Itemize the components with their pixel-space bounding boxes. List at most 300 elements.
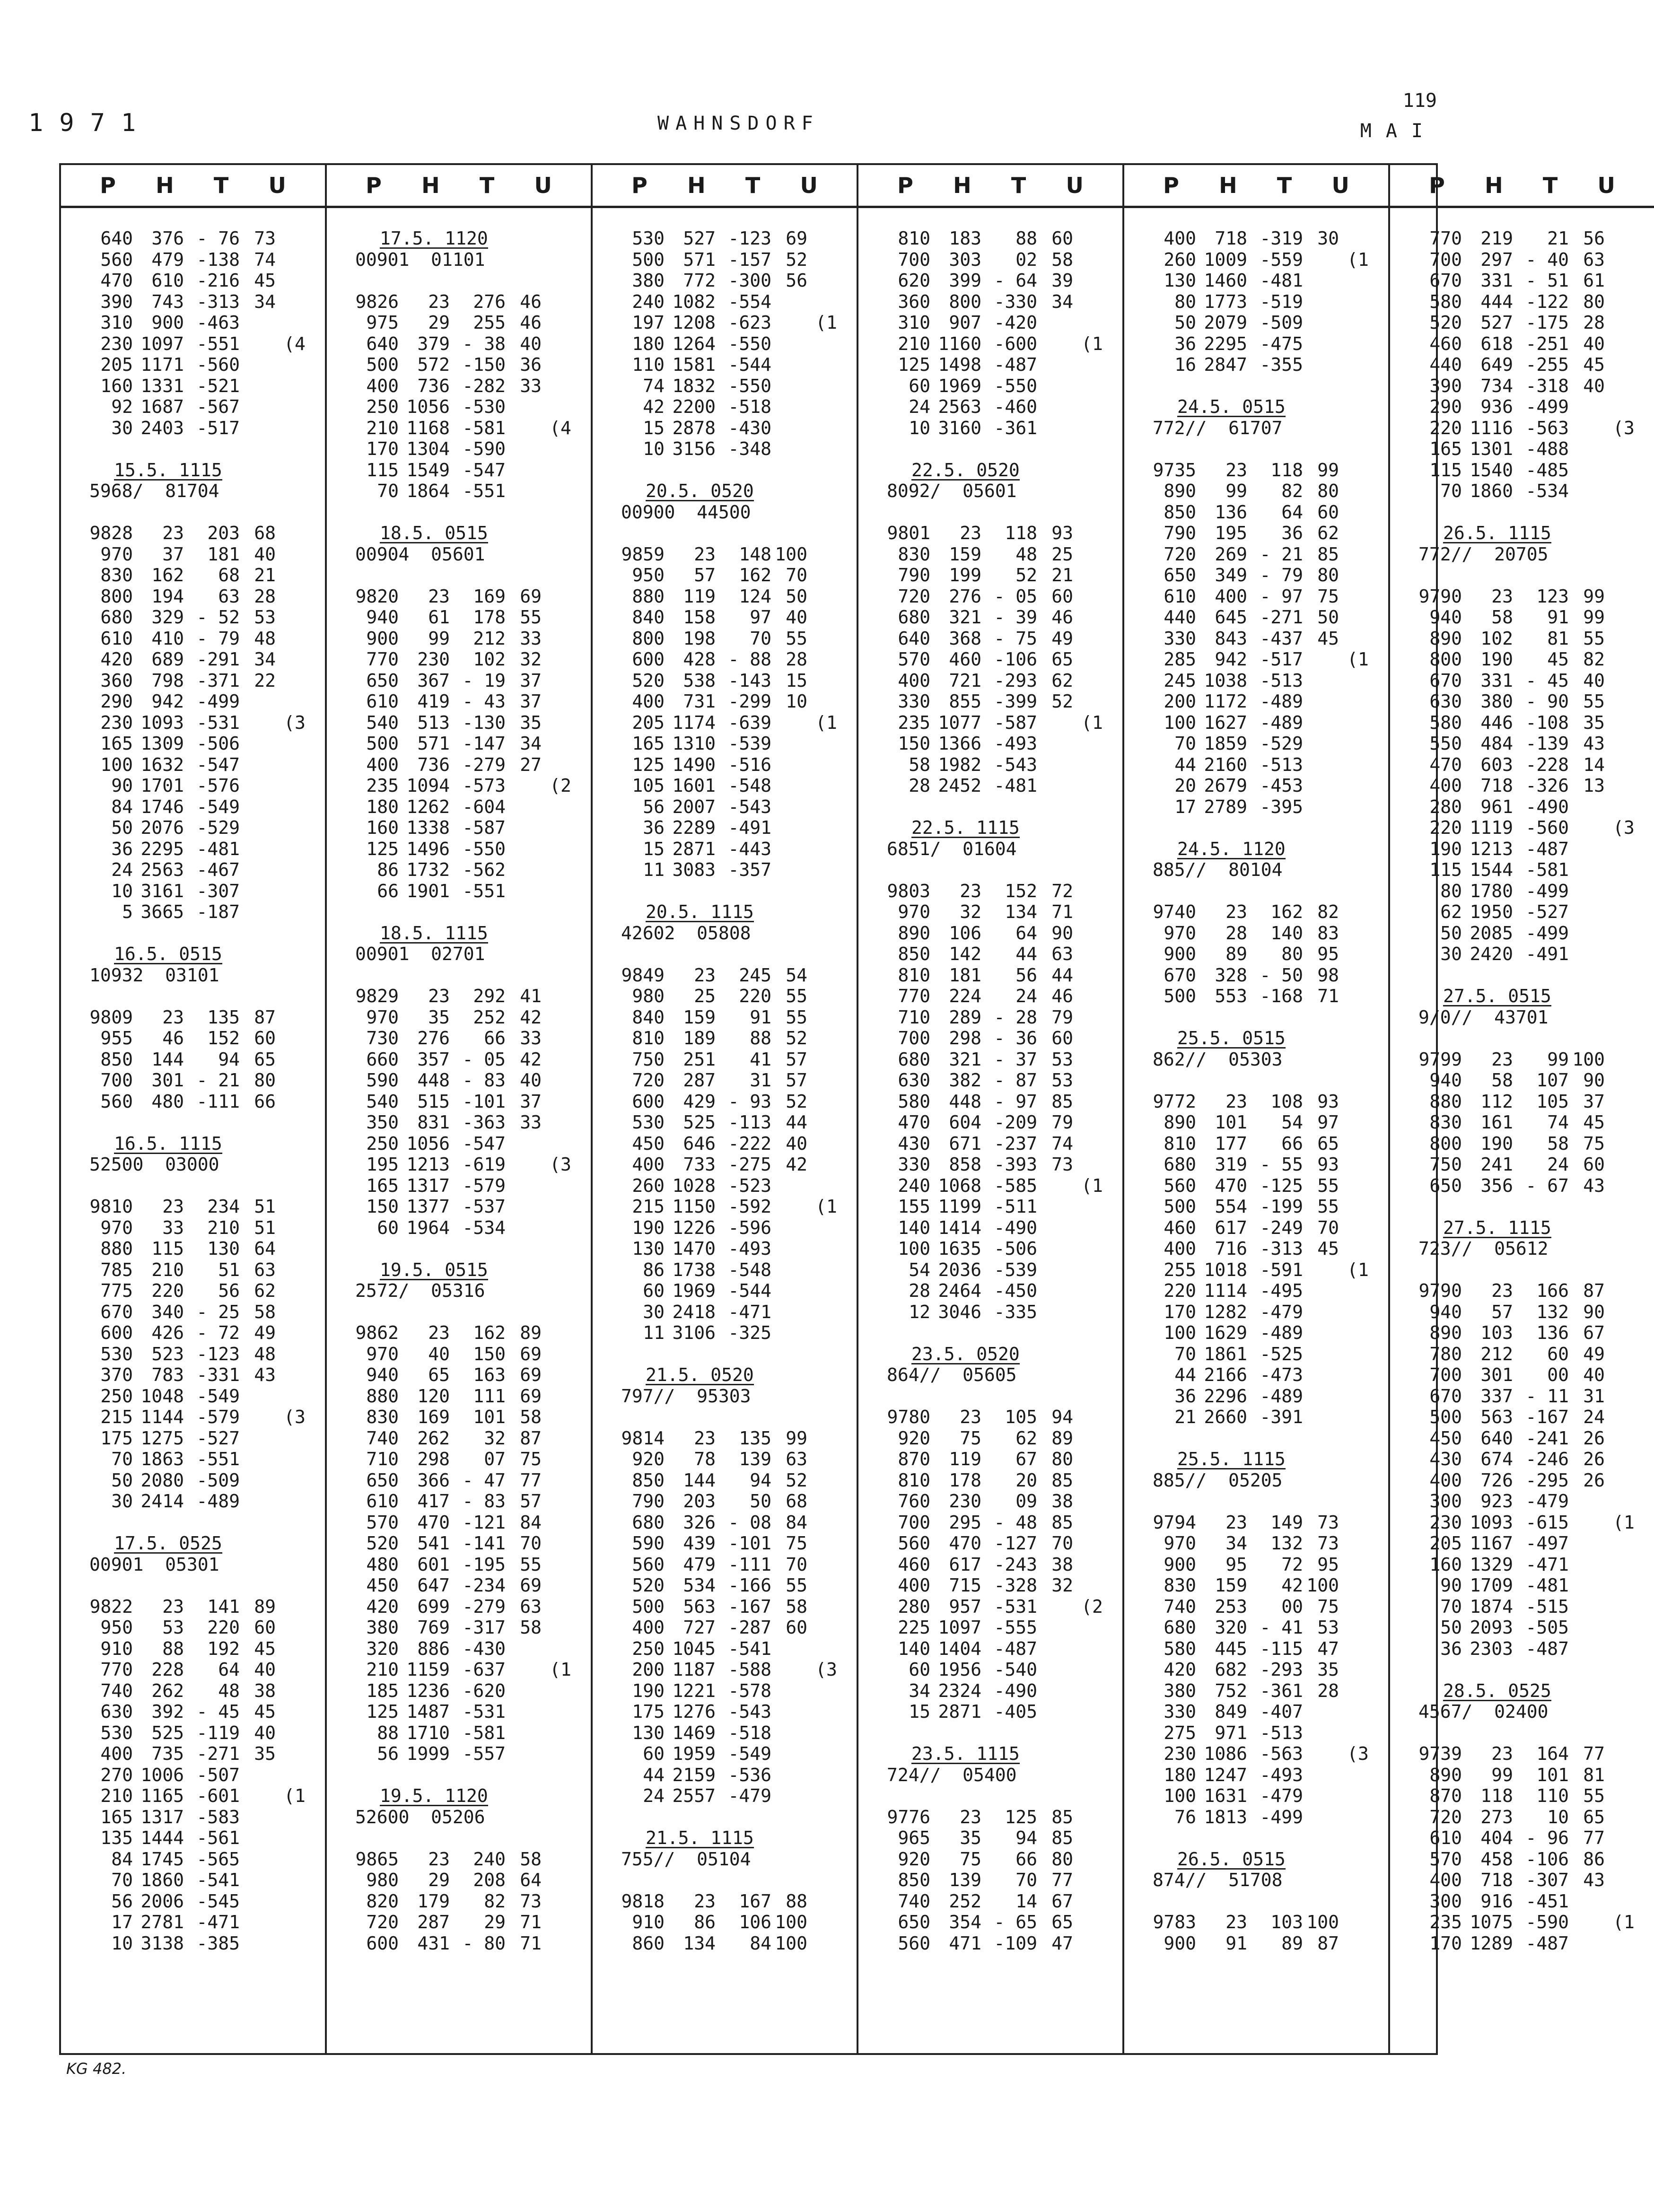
temperature-cell: -109 — [994, 1932, 1037, 1954]
temperature-cell: 31 — [750, 1070, 771, 1091]
table-row — [1149, 965, 1377, 986]
table-row — [86, 1891, 314, 1912]
table-row — [86, 249, 314, 271]
temperature-cell: -123 — [196, 1343, 240, 1364]
height-cell: 253 — [1215, 1596, 1247, 1617]
temperature-cell: - 40 — [1525, 249, 1569, 270]
height-cell: 23 — [1225, 459, 1247, 481]
pressure-cell: 610 — [100, 628, 133, 649]
table-row — [351, 1533, 579, 1554]
humidity-cell — [240, 733, 276, 754]
height-cell: 1018 — [1204, 1259, 1247, 1280]
temperature-cell: -167 — [1525, 1407, 1569, 1427]
table-row — [86, 270, 314, 291]
humidity-cell: 89 — [1051, 1427, 1073, 1449]
note-cell — [276, 881, 314, 902]
height-cell: 23 — [1491, 1280, 1513, 1301]
humidity-cell: 35 — [1317, 1659, 1339, 1680]
temperature-cell: -475 — [1260, 333, 1303, 354]
humidity-cell — [1037, 418, 1073, 439]
humidity-cell: 87 — [1583, 1280, 1605, 1301]
pressure-cell: 400 — [632, 1154, 665, 1175]
pressure-cell: 670 — [1429, 1385, 1462, 1407]
temperature-cell: -130 — [462, 712, 506, 733]
pressure-cell: 800 — [632, 628, 665, 649]
sounding-date-time — [1415, 523, 1643, 544]
note-cell — [276, 291, 314, 313]
temperature-cell: -157 — [728, 249, 771, 270]
temperature-cell: -216 — [196, 270, 240, 291]
temperature-cell: 163 — [473, 1364, 506, 1385]
sounding-code: 10932 03101 — [89, 964, 219, 986]
table-row — [617, 228, 845, 249]
column-header-label: P — [100, 173, 116, 198]
humidity-cell — [1569, 817, 1605, 839]
humidity-cell: 69 — [520, 1364, 542, 1385]
note-cell — [807, 1575, 845, 1596]
table-row — [617, 1638, 845, 1660]
table-row — [351, 1028, 579, 1049]
pressure-cell: 115 — [366, 459, 399, 481]
note-cell: (1 — [1613, 1912, 1635, 1932]
temperature-cell: -581 — [1525, 859, 1569, 880]
pressure-cell: 56 — [111, 1890, 133, 1912]
note-cell — [1073, 901, 1111, 923]
sounding-date-time — [617, 901, 845, 923]
humidity-cell: 60 — [1051, 1028, 1073, 1049]
humidity-cell — [771, 354, 807, 376]
height-cell: 328 — [1215, 964, 1247, 986]
pressure-cell: 810 — [898, 228, 930, 249]
temperature-cell: - 52 — [196, 607, 240, 628]
temperature-cell: -481 — [196, 838, 240, 859]
height-cell: 75 — [960, 1848, 981, 1870]
height-cell: 1264 — [672, 333, 716, 354]
temperature-cell: -620 — [462, 1680, 506, 1701]
note-cell — [807, 859, 845, 881]
height-cell: 159 — [1215, 1575, 1247, 1596]
pressure-cell: 58 — [909, 754, 930, 775]
table-row — [617, 1259, 845, 1281]
note-cell — [1073, 986, 1111, 1007]
temperature-cell: - 83 — [462, 1070, 506, 1091]
note-cell — [807, 1070, 845, 1091]
sounding-code: 885// 05205 — [1153, 1469, 1283, 1491]
table-row — [617, 796, 845, 818]
note-cell — [1073, 1912, 1111, 1933]
note-cell — [1339, 1217, 1377, 1239]
note-cell — [1605, 1386, 1643, 1407]
pressure-cell: 810 — [898, 964, 930, 986]
height-cell: 295 — [949, 1512, 981, 1533]
note-cell — [1605, 754, 1643, 776]
humidity-cell — [1037, 775, 1073, 796]
height-cell: 23 — [428, 1848, 450, 1870]
pressure-cell: 60 — [643, 1280, 665, 1301]
humidity-cell: 39 — [1051, 270, 1073, 291]
note-cell — [1073, 1259, 1111, 1281]
height-cell: 276 — [949, 586, 981, 607]
column-header — [1390, 165, 1654, 208]
humidity-cell: 63 — [1583, 249, 1605, 270]
pressure-cell: 580 — [1164, 1638, 1196, 1659]
note-cell — [1605, 1154, 1643, 1175]
pressure-cell: 870 — [898, 1449, 930, 1469]
height-cell: 1632 — [140, 754, 184, 775]
column-header-label: U — [1066, 173, 1084, 198]
pressure-cell: 710 — [898, 1006, 930, 1028]
temperature-cell: -579 — [462, 1175, 506, 1196]
height-cell: 2414 — [140, 1491, 184, 1512]
table-row — [351, 1912, 579, 1933]
note-cell — [1339, 291, 1377, 313]
note-cell — [1605, 354, 1643, 376]
humidity-cell: 51 — [254, 1217, 276, 1238]
table-row — [883, 228, 1111, 249]
note-cell — [542, 1364, 579, 1386]
temperature-cell: - 08 — [728, 1512, 771, 1533]
humidity-cell: 44 — [786, 1112, 807, 1133]
table-row — [1415, 1386, 1643, 1407]
note-cell — [276, 270, 314, 291]
height-cell: 29 — [428, 1870, 450, 1890]
height-cell: 444 — [1480, 291, 1513, 312]
temperature-cell: 210 — [207, 1217, 240, 1238]
temperature-cell: 94 — [1015, 1827, 1037, 1848]
table-row — [86, 312, 314, 333]
humidity-cell — [240, 333, 276, 355]
table-row — [1149, 986, 1377, 1007]
pressure-cell: 610 — [366, 691, 399, 712]
height-cell: 65 — [428, 1364, 450, 1385]
table-row — [1415, 1912, 1643, 1933]
sounding-date-time — [1149, 396, 1377, 418]
note-cell — [1339, 1175, 1377, 1197]
spacer — [883, 438, 1111, 460]
temperature-cell: -141 — [462, 1533, 506, 1554]
note-cell — [1339, 1407, 1377, 1428]
humidity-cell: 49 — [1051, 628, 1073, 649]
table-row — [351, 733, 579, 754]
note-cell — [1073, 312, 1111, 333]
temperature-cell: 62 — [1015, 1427, 1037, 1449]
height-cell: 287 — [417, 1912, 450, 1932]
pressure-cell: 775 — [100, 1280, 133, 1301]
humidity-cell — [1037, 1175, 1073, 1197]
pressure-cell: 600 — [100, 1322, 133, 1343]
note-cell — [276, 649, 314, 670]
note-cell — [276, 544, 314, 565]
table-row — [1149, 1175, 1377, 1197]
pressure-cell: 195 — [366, 1154, 399, 1175]
pressure-cell: 180 — [1164, 1764, 1196, 1785]
note-cell — [542, 1638, 579, 1660]
temperature-cell: -299 — [728, 691, 771, 712]
height-cell: 35 — [428, 1006, 450, 1028]
note-cell — [542, 817, 579, 839]
table-row — [1149, 1617, 1377, 1638]
humidity-cell: 40 — [786, 1133, 807, 1154]
note-cell — [276, 1280, 314, 1302]
table-row — [86, 354, 314, 376]
height-cell: 798 — [151, 670, 184, 691]
humidity-cell — [1303, 1785, 1339, 1807]
height-cell: 936 — [1480, 396, 1513, 417]
temperature-cell: 60 — [1547, 1343, 1569, 1364]
height-cell: 58 — [1491, 1070, 1513, 1091]
humidity-cell: 62 — [254, 1280, 276, 1301]
table-row — [351, 1217, 579, 1239]
note-cell — [1073, 418, 1111, 439]
humidity-cell — [506, 1701, 542, 1722]
note-cell — [276, 1617, 314, 1638]
height-cell: 112 — [1480, 1091, 1513, 1112]
height-cell: 102 — [1480, 628, 1513, 649]
height-cell: 23 — [1225, 901, 1247, 922]
note-cell — [276, 1765, 314, 1786]
height-cell: 252 — [949, 1890, 981, 1912]
temperature-cell: -481 — [1525, 1575, 1569, 1596]
pressure-cell: 600 — [366, 1932, 399, 1954]
temperature-cell: -101 — [462, 1091, 506, 1112]
column-4 — [857, 165, 1122, 2053]
pressure-cell: 9799 — [1418, 1049, 1462, 1070]
height-cell: 99 — [428, 628, 450, 649]
temperature-cell: 234 — [207, 1196, 240, 1217]
pressure-cell: 50 — [1440, 1617, 1462, 1638]
note-cell — [1605, 1491, 1643, 1512]
table-row — [617, 839, 845, 860]
height-cell: 321 — [949, 607, 981, 628]
temperature-cell: -550 — [728, 375, 771, 396]
spacer — [617, 881, 845, 902]
table-row — [86, 565, 314, 586]
humidity-cell: 45 — [254, 270, 276, 291]
note-cell — [1073, 1659, 1111, 1680]
temperature-cell: -479 — [1260, 1301, 1303, 1322]
temperature-cell: -534 — [462, 1217, 506, 1238]
note-cell: (1 — [815, 312, 837, 333]
note-cell — [1605, 460, 1643, 481]
pressure-cell: 215 — [100, 1407, 133, 1427]
humidity-cell — [1569, 839, 1605, 860]
temperature-cell: -639 — [728, 712, 771, 733]
height-cell: 376 — [151, 228, 184, 249]
note-cell — [1073, 733, 1111, 754]
temperature-cell: -123 — [728, 228, 771, 249]
table-row — [617, 270, 845, 291]
humidity-cell — [771, 312, 807, 333]
humidity-cell: 57 — [786, 1049, 807, 1070]
table-row — [1415, 1827, 1643, 1849]
table-row — [351, 817, 579, 839]
temperature-cell: -143 — [728, 670, 771, 691]
table-row — [617, 1554, 845, 1575]
note-cell — [542, 1701, 579, 1722]
table-row — [86, 1785, 314, 1807]
pressure-cell: 50 — [1440, 922, 1462, 944]
column-header-label: H — [1485, 173, 1503, 198]
humidity-cell: 67 — [1051, 1890, 1073, 1912]
sounding-code: 874// 51708 — [1153, 1870, 1283, 1890]
height-cell: 337 — [1480, 1385, 1513, 1407]
temperature-cell: -523 — [728, 1175, 771, 1196]
temperature-cell: 252 — [473, 1006, 506, 1028]
table-row — [1415, 1533, 1643, 1554]
height-cell: 400 — [1215, 586, 1247, 607]
humidity-cell — [240, 1407, 276, 1428]
pressure-cell: 9810 — [89, 1196, 133, 1217]
note-cell — [1605, 1070, 1643, 1091]
humidity-cell: 94 — [1051, 1407, 1073, 1427]
note-cell — [276, 1827, 314, 1849]
height-cell: 1404 — [938, 1638, 981, 1659]
note-cell — [276, 670, 314, 691]
height-cell: 1969 — [672, 1280, 716, 1301]
pressure-cell: 680 — [1164, 1154, 1196, 1175]
humidity-cell: 42 — [520, 1006, 542, 1028]
humidity-cell: 100 — [1572, 1049, 1605, 1070]
height-cell: 538 — [683, 670, 716, 691]
height-cell: 103 — [1480, 1322, 1513, 1343]
humidity-cell: 34 — [254, 649, 276, 670]
pressure-cell: 530 — [632, 228, 665, 249]
table-row — [883, 1891, 1111, 1912]
table-row — [883, 1512, 1111, 1533]
table-row — [86, 1049, 314, 1070]
humidity-cell — [240, 754, 276, 776]
pressure-cell: 470 — [100, 270, 133, 291]
pressure-cell: 130 — [632, 1238, 665, 1259]
humidity-cell: 52 — [786, 1091, 807, 1112]
height-cell: 470 — [417, 1512, 450, 1533]
height-cell: 3665 — [140, 901, 184, 922]
pressure-cell: 790 — [898, 565, 930, 586]
note-cell — [276, 1238, 314, 1259]
note-cell — [1339, 1596, 1377, 1617]
pressure-cell: 300 — [1429, 1491, 1462, 1512]
temperature-cell: -443 — [728, 838, 771, 859]
height-cell: 262 — [417, 1427, 450, 1449]
height-cell: 900 — [151, 312, 184, 333]
table-row — [617, 1133, 845, 1154]
note-cell — [276, 1091, 314, 1112]
table-row — [883, 881, 1111, 902]
temperature-cell: -293 — [994, 670, 1037, 691]
temperature-cell: -591 — [1260, 1259, 1303, 1280]
note-cell — [1339, 1617, 1377, 1638]
humidity-cell: 15 — [786, 670, 807, 691]
temperature-cell: 178 — [473, 607, 506, 628]
note-cell — [1605, 270, 1643, 291]
pressure-cell: 770 — [366, 649, 399, 670]
note-cell — [1339, 1912, 1377, 1933]
month-label: MAI — [1360, 120, 1437, 142]
table-row — [351, 333, 579, 355]
temperature-cell: - 05 — [994, 586, 1037, 607]
pressure-cell: 56 — [377, 1743, 399, 1764]
spacer — [1149, 881, 1377, 902]
table-row — [883, 1407, 1111, 1428]
height-cell: 159 — [949, 543, 981, 565]
height-cell: 2296 — [1204, 1385, 1247, 1407]
note-cell — [542, 1049, 579, 1070]
table-row — [1149, 1659, 1377, 1680]
table-row — [1149, 1785, 1377, 1807]
form-code: KG 482. — [66, 2060, 127, 2078]
humidity-cell: 33 — [520, 375, 542, 396]
height-cell: 645 — [1215, 607, 1247, 628]
column-header-label: P — [366, 173, 382, 198]
pressure-cell: 500 — [632, 249, 665, 270]
pressure-cell: 9820 — [355, 586, 399, 607]
height-cell: 448 — [949, 1091, 981, 1112]
note-cell — [542, 1196, 579, 1217]
temperature-cell: 24 — [1015, 986, 1037, 1006]
note-cell — [276, 228, 314, 249]
note-cell — [542, 1891, 579, 1912]
height-cell: 273 — [1480, 1806, 1513, 1827]
temperature-cell: -581 — [462, 1722, 506, 1743]
temperature-cell: 56 — [1015, 964, 1037, 986]
height-cell: 46 — [162, 1028, 184, 1049]
pressure-cell: 540 — [366, 712, 399, 733]
height-cell: 470 — [949, 1533, 981, 1554]
humidity-cell: 40 — [1583, 333, 1605, 354]
height-cell: 1901 — [406, 880, 450, 901]
pressure-cell: 460 — [898, 1554, 930, 1575]
humidity-cell — [240, 901, 276, 923]
pressure-cell: 970 — [100, 543, 133, 565]
table-row — [1149, 460, 1377, 481]
pressure-cell: 400 — [632, 1617, 665, 1638]
column-header-label: T — [213, 173, 229, 198]
pressure-cell: 9783 — [1153, 1912, 1196, 1932]
humidity-cell: 75 — [520, 1449, 542, 1469]
height-cell: 849 — [1215, 1701, 1247, 1722]
spacer — [883, 1322, 1111, 1344]
pressure-cell: 115 — [1429, 859, 1462, 880]
pressure-cell: 21 — [1174, 1407, 1196, 1427]
pressure-cell: 940 — [366, 1364, 399, 1385]
height-cell: 404 — [1480, 1827, 1513, 1848]
humidity-cell: 73 — [1051, 1154, 1073, 1175]
note-cell — [1339, 1364, 1377, 1386]
table-row — [86, 1091, 314, 1112]
pressure-cell: 66 — [377, 880, 399, 901]
temperature-cell: - 05 — [462, 1049, 506, 1070]
note-cell — [276, 1386, 314, 1407]
temperature-cell: 44 — [1015, 944, 1037, 964]
height-cell: 262 — [151, 1680, 184, 1701]
table-row — [351, 775, 579, 796]
note-cell — [276, 796, 314, 818]
humidity-cell: 40 — [254, 543, 276, 565]
height-cell: 177 — [1215, 1133, 1247, 1154]
humidity-cell: 73 — [1317, 1533, 1339, 1554]
temperature-cell: -543 — [994, 754, 1037, 775]
pressure-cell: 560 — [632, 1554, 665, 1575]
humidity-cell: 73 — [1317, 1512, 1339, 1533]
humidity-cell — [771, 1175, 807, 1197]
height-cell: 1780 — [1470, 880, 1513, 901]
table-row — [617, 775, 845, 796]
note-cell: (1 — [1081, 712, 1103, 733]
humidity-cell: 43 — [1583, 733, 1605, 754]
table-row — [86, 1302, 314, 1323]
note-cell — [1073, 1617, 1111, 1638]
table-row — [1149, 923, 1377, 944]
